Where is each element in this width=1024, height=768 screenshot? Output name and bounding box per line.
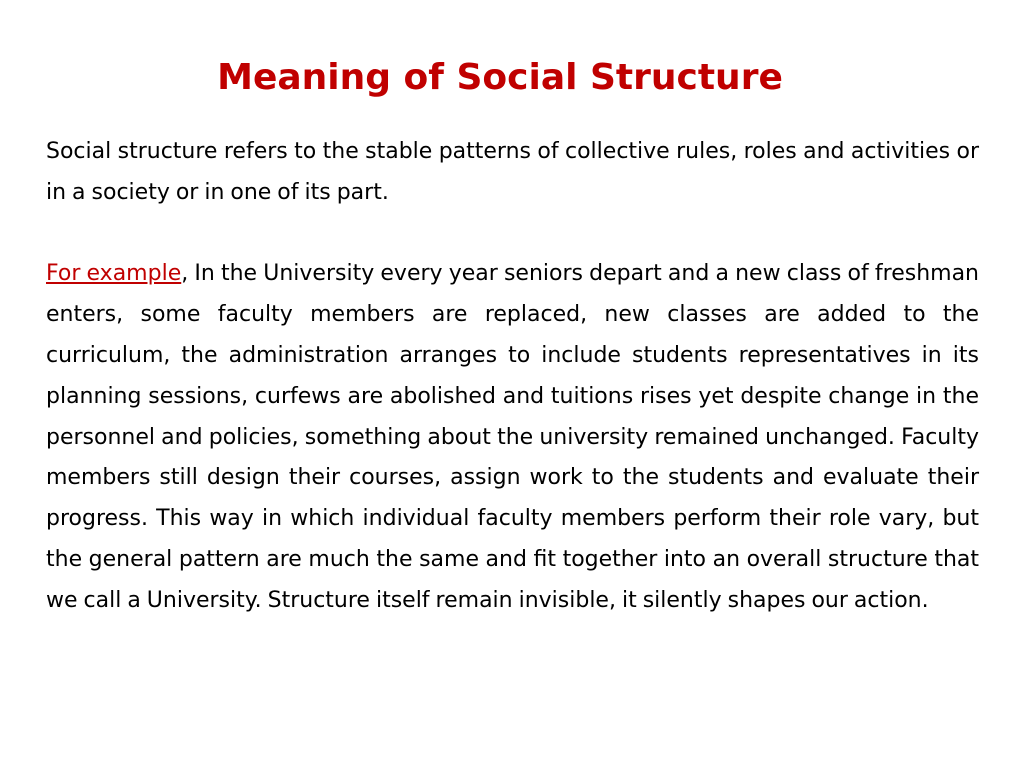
example-text: , In the University every year seniors depart and a new class of freshman enters, some faculty members are replaced, new classes are added to the curriculum, the administration arranges to include students representatives in its planning sessions, curfews are abolished and tuitions rises yet despite change in the personnel and policies, something about the university remained unchanged. Faculty members still design their courses, assign work to the students and evaluate their progress. This way in which individual faculty members perform their role vary, but the general pattern are much the same and fit together into an overall structure that we call a University. Structure itself remain invisible, it silently shapes our action. <box>46 261 979 613</box>
definition-paragraph: Social structure refers to the stable patterns of collective rules, roles and activities or in a society or in one of its part. <box>46 139 979 205</box>
example-paragraph <box>46 254 979 621</box>
for-example-link[interactable]: For example <box>46 261 182 287</box>
slide-body <box>46 132 979 622</box>
slide-title: Meaning of Social Structure <box>217 57 783 98</box>
